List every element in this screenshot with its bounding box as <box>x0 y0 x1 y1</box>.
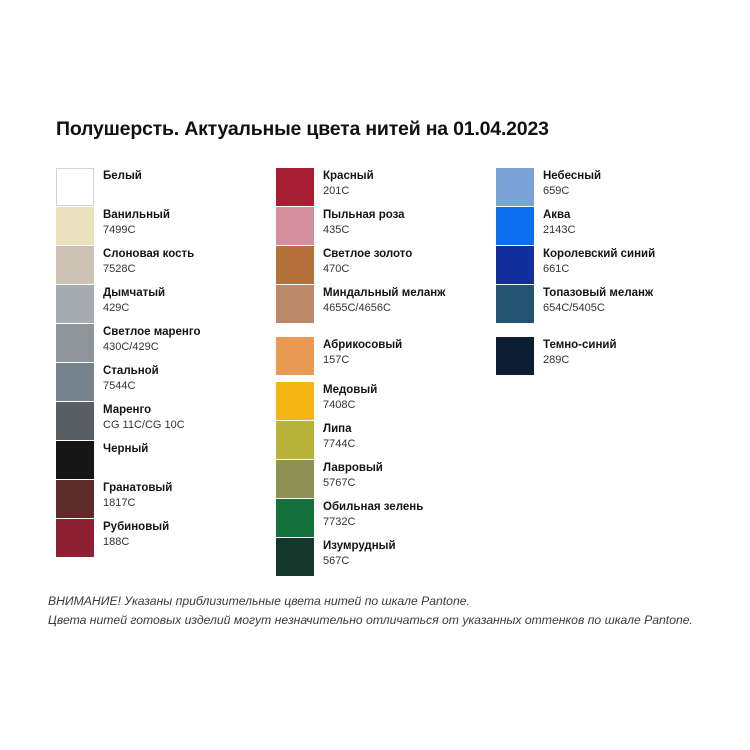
color-chip <box>56 402 94 440</box>
footnote-line-1: ВНИМАНИЕ! Указаны приблизительные цвета нитей по шкале Pantone. <box>48 594 470 608</box>
list-item[interactable] <box>276 538 496 577</box>
color-name: Стальной <box>103 365 159 377</box>
list-item[interactable] <box>276 168 496 207</box>
swatch-columns <box>56 168 716 577</box>
color-code: 7544C <box>103 379 136 392</box>
color-code: 659C <box>543 184 570 197</box>
color-chip <box>276 246 314 284</box>
color-chip <box>496 285 534 323</box>
list-item[interactable] <box>56 324 276 363</box>
color-chip <box>56 363 94 401</box>
color-code: 470C <box>323 262 350 275</box>
color-chip <box>56 519 94 557</box>
list-item[interactable] <box>496 246 716 285</box>
swatch-labels <box>534 207 575 237</box>
swatch-labels <box>314 499 423 529</box>
swatch-labels <box>94 207 170 237</box>
list-item[interactable] <box>56 519 276 558</box>
swatch-labels <box>314 460 383 490</box>
color-chip <box>56 480 94 518</box>
swatch-labels <box>94 324 201 354</box>
swatch-labels <box>314 285 445 315</box>
list-item[interactable] <box>276 382 496 421</box>
list-item[interactable] <box>276 246 496 285</box>
color-code: 430C/429C <box>103 340 159 353</box>
color-chip <box>56 324 94 362</box>
color-name: Гранатовый <box>103 482 173 494</box>
swatch-labels <box>534 337 617 367</box>
color-name: Пыльная роза <box>323 209 405 221</box>
color-code: 7408C <box>323 398 356 411</box>
list-item[interactable] <box>276 207 496 246</box>
color-chip <box>276 337 314 375</box>
color-code: 157C <box>323 353 350 366</box>
swatch-labels <box>314 538 396 568</box>
swatch-labels <box>94 168 142 185</box>
swatch-column-2 <box>276 168 496 577</box>
list-item[interactable] <box>276 337 496 382</box>
color-chip <box>276 499 314 537</box>
color-chip <box>56 168 94 206</box>
color-chip <box>56 246 94 284</box>
color-chip <box>496 246 534 284</box>
color-code: 2143C <box>543 223 576 236</box>
color-name: Белый <box>103 170 142 182</box>
color-name: Красный <box>323 170 374 182</box>
color-name: Небесный <box>543 170 602 182</box>
color-code: 188C <box>103 535 130 548</box>
color-code: 201C <box>323 184 350 197</box>
color-chip <box>276 382 314 420</box>
color-name: Черный <box>103 443 149 455</box>
list-item[interactable] <box>56 285 276 324</box>
color-code: CG 11C/CG 10C <box>103 418 185 431</box>
color-name: Слоновая кость <box>103 248 195 260</box>
color-code: 289C <box>543 353 570 366</box>
swatch-labels <box>94 441 148 458</box>
color-chip <box>276 421 314 459</box>
color-name: Миндальный меланж <box>323 287 446 299</box>
color-name: Аква <box>543 209 571 221</box>
color-chip <box>56 441 94 479</box>
swatch-labels <box>94 402 185 432</box>
color-chip <box>276 285 314 323</box>
color-code: 7732C <box>323 515 356 528</box>
footnote <box>48 592 693 630</box>
swatch-labels <box>94 285 165 315</box>
swatch-labels <box>94 480 172 510</box>
footnote-line-2: Цвета нитей готовых изделий могут незначительно отличаться от указанных оттенков по шкале Pantone. <box>48 612 693 627</box>
color-name: Светлое золото <box>323 248 413 260</box>
page-title: Полушерсть. Актуальные цвета нитей на 01.04.2023 <box>56 118 549 140</box>
list-item[interactable] <box>56 168 276 207</box>
swatch-labels <box>94 363 159 393</box>
swatch-labels <box>314 337 402 367</box>
color-code: 567C <box>323 554 350 567</box>
color-code: 661C <box>543 262 570 275</box>
swatch-labels <box>534 168 601 198</box>
color-code: 7744C <box>323 437 356 450</box>
color-name: Медовый <box>323 384 378 396</box>
swatch-labels <box>314 382 377 412</box>
color-name: Маренго <box>103 404 152 416</box>
color-name: Обильная зелень <box>323 501 424 513</box>
color-chip <box>276 168 314 206</box>
list-item[interactable] <box>496 337 716 376</box>
color-chip <box>56 285 94 323</box>
color-name: Рубиновый <box>103 521 170 533</box>
swatch-labels <box>94 519 169 549</box>
color-name: Королевский синий <box>543 248 656 260</box>
swatch-labels <box>314 246 412 276</box>
color-chip <box>496 207 534 245</box>
list-item[interactable] <box>496 207 716 246</box>
color-chip <box>496 168 534 206</box>
color-chip <box>276 460 314 498</box>
color-chip <box>496 337 534 375</box>
swatch-column-3 <box>496 168 716 577</box>
color-code: 429C <box>103 301 130 314</box>
color-name: Абрикосовый <box>323 339 403 351</box>
color-name: Темно-синий <box>543 339 617 351</box>
swatch-labels <box>534 246 655 276</box>
list-item[interactable] <box>496 168 716 207</box>
color-name: Лавровый <box>323 462 383 474</box>
swatch-labels <box>314 421 355 451</box>
color-code: 7528C <box>103 262 136 275</box>
color-code: 4655C/4656C <box>323 301 391 314</box>
list-item[interactable] <box>56 402 276 441</box>
swatch-column-1 <box>56 168 276 577</box>
list-item[interactable] <box>276 499 496 538</box>
color-name: Светлое маренго <box>103 326 201 338</box>
list-item[interactable] <box>496 285 716 337</box>
swatch-labels <box>94 246 194 276</box>
color-name: Изумрудный <box>323 540 396 552</box>
list-item[interactable] <box>276 285 496 337</box>
swatch-labels <box>314 207 405 237</box>
list-item[interactable] <box>56 246 276 285</box>
swatch-labels <box>534 285 653 315</box>
color-code: 7499C <box>103 223 136 236</box>
color-chip <box>56 207 94 245</box>
color-code: 5767C <box>323 476 356 489</box>
swatch-labels <box>314 168 374 198</box>
color-code: 654C/5405C <box>543 301 605 314</box>
color-name: Липа <box>323 423 352 435</box>
color-name: Дымчатый <box>103 287 166 299</box>
list-item[interactable] <box>56 480 276 519</box>
list-item[interactable] <box>56 207 276 246</box>
color-code: 435C <box>323 223 350 236</box>
list-item[interactable] <box>276 460 496 499</box>
color-name: Топазовый меланж <box>543 287 654 299</box>
list-item[interactable] <box>56 441 276 480</box>
color-code: 1817C <box>103 496 136 509</box>
color-chip <box>276 538 314 576</box>
list-item[interactable] <box>276 421 496 460</box>
color-name: Ванильный <box>103 209 170 221</box>
color-chip <box>276 207 314 245</box>
list-item[interactable] <box>56 363 276 402</box>
